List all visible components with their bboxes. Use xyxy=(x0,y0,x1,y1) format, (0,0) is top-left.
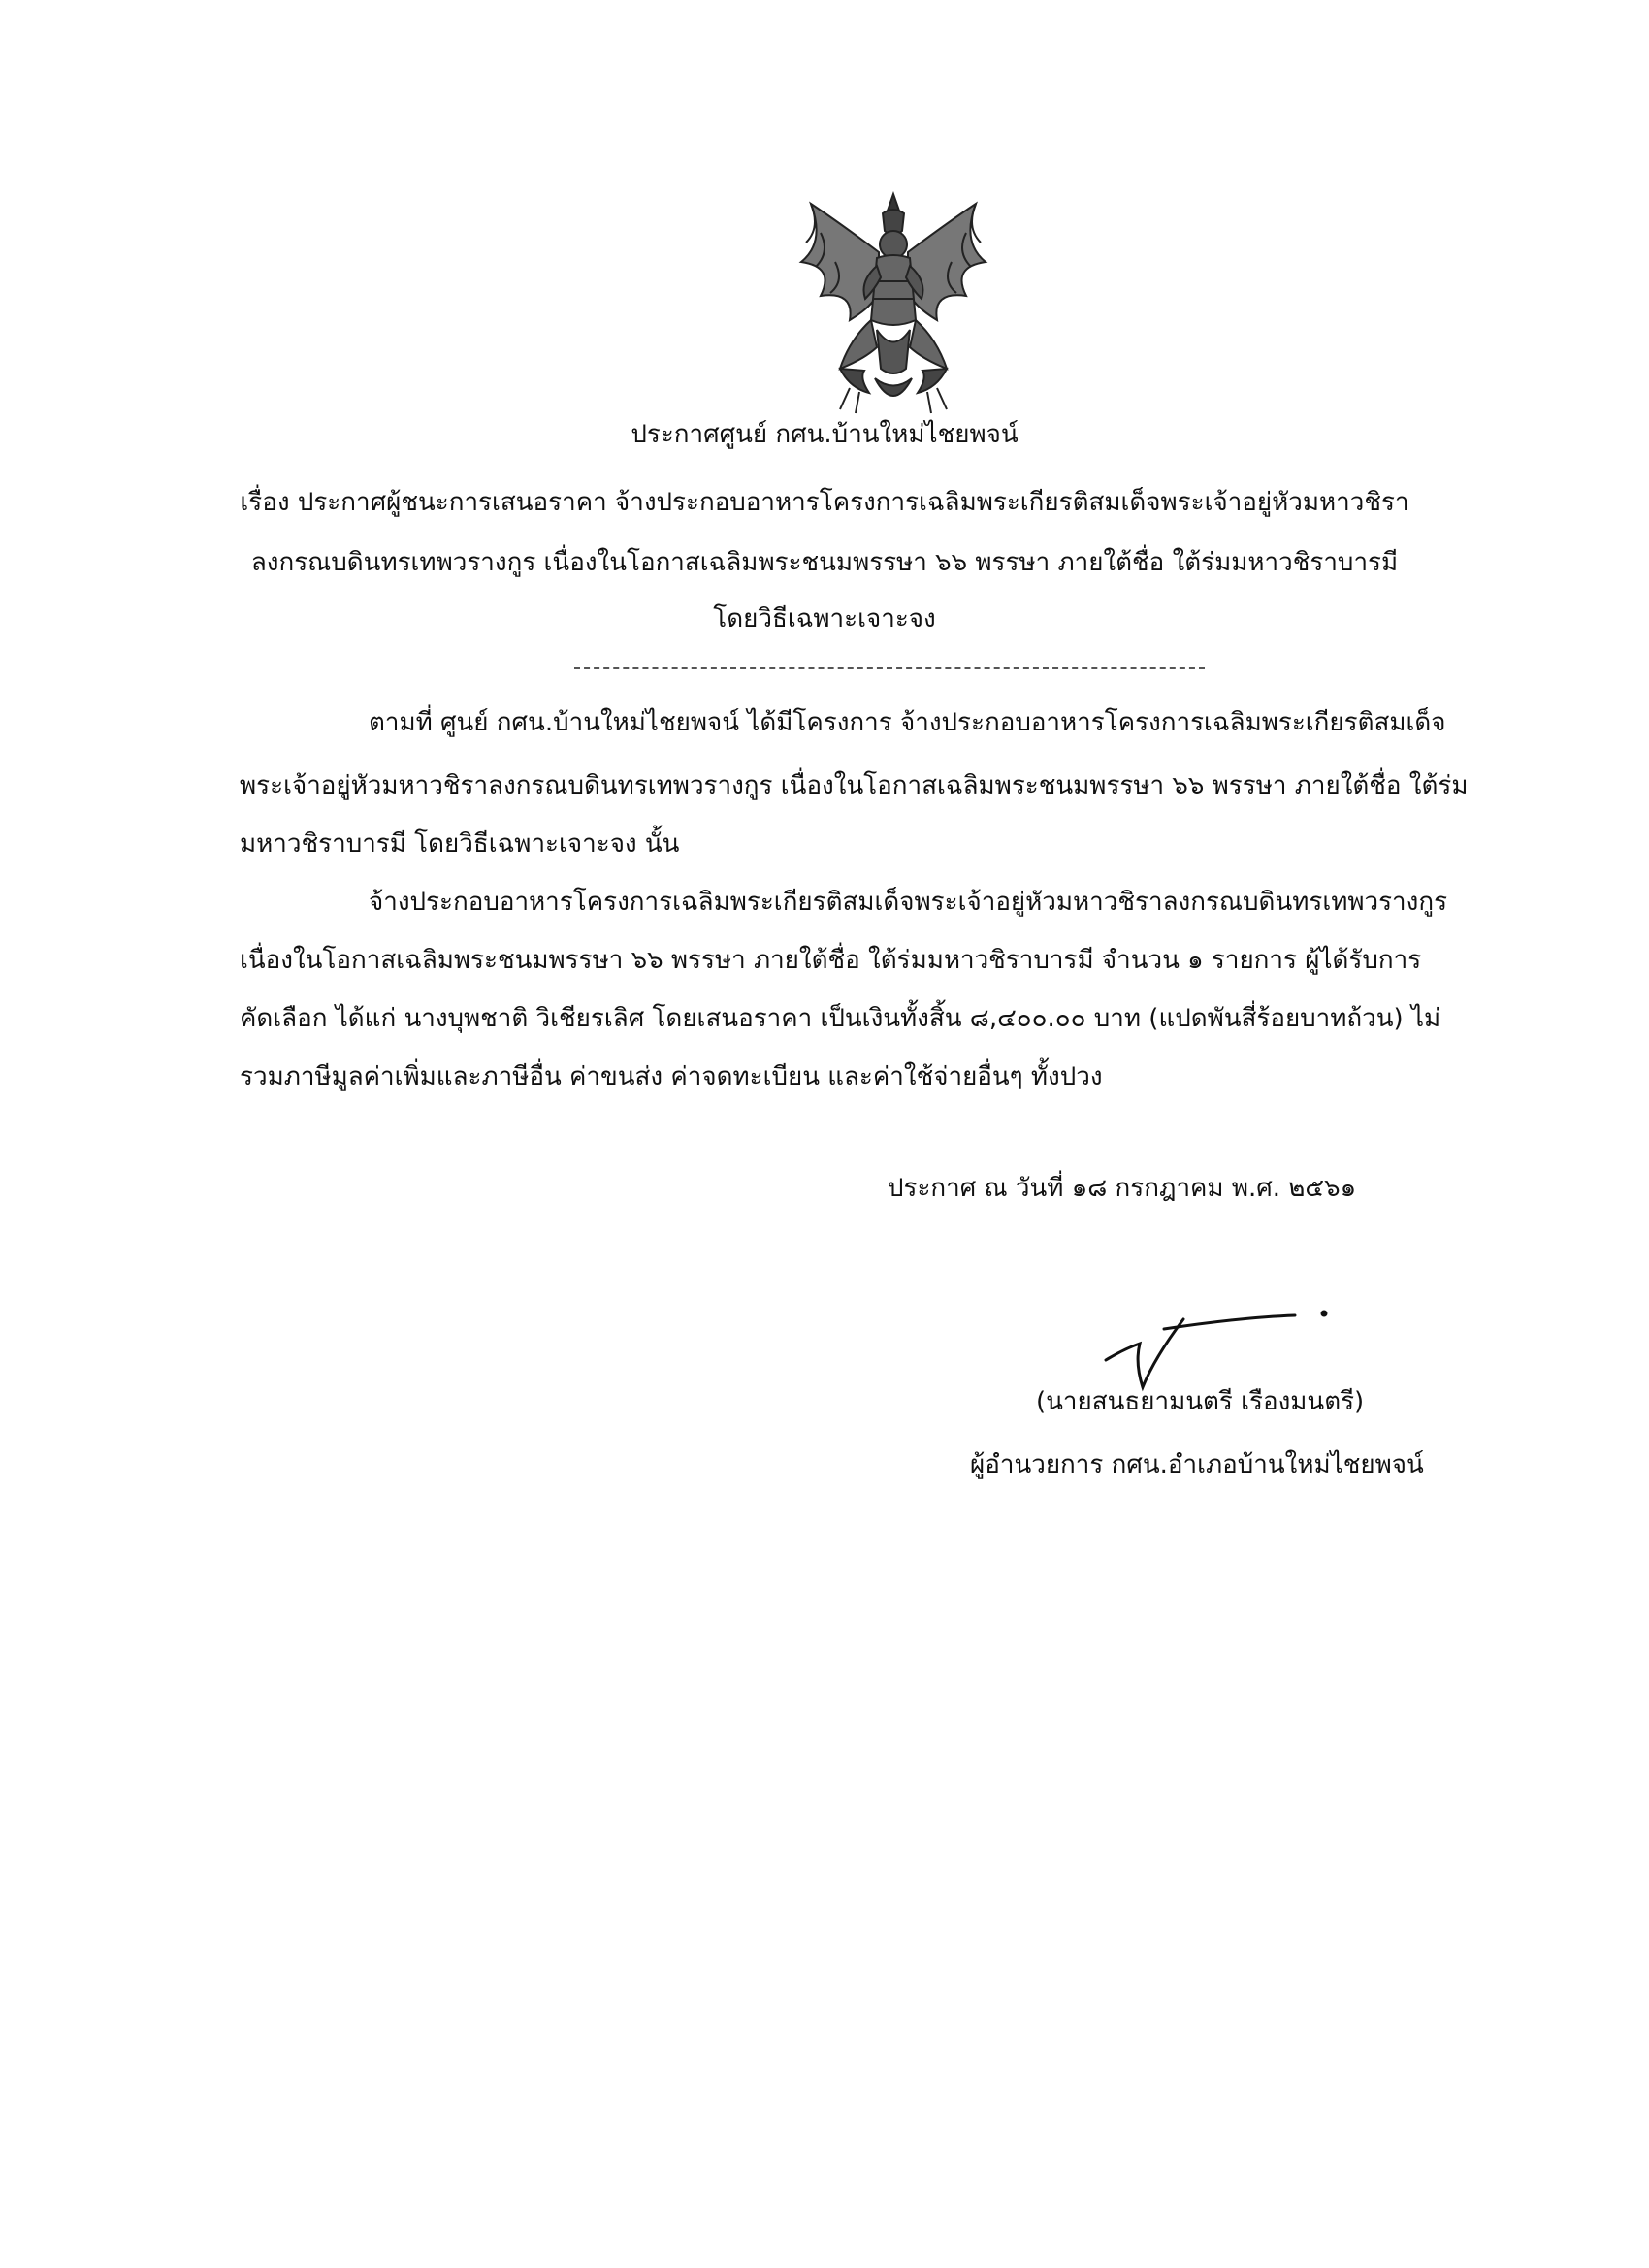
paragraph1-line-2: พระเจ้าอยู่หัวมหาวชิราลงกรณบดินทรเทพวรางกูร เนื่องในโอกาสเฉลิมพระชนมพรรษา ๖๖ พรรษา ภายใต้ชื่อ ใต้ร่ม xyxy=(240,771,1469,800)
announcement-date: ประกาศ ณ วันที่ ๑๘ กรกฎาคม พ.ศ. ๒๕๖๑ xyxy=(888,1174,1357,1203)
subject-line-1: เรื่อง ประกาศผู้ชนะการเสนอราคา จ้างประกอบอาหารโครงการเฉลิมพระเกียรติสมเด็จพระเจ้าอยู่หัวมหาวชิรา xyxy=(240,488,1409,517)
signature-icon xyxy=(1096,1290,1348,1397)
garuda-emblem-icon xyxy=(782,184,1005,417)
paragraph1-line-1: ตามที่ ศูนย์ กศน.บ้านใหม่ไชยพจน์ ได้มีโครงการ จ้างประกอบอาหารโครงการเฉลิมพระเกียรติสมเด็จ xyxy=(369,708,1446,737)
subject-line-2: ลงกรณบดินทรเทพวรางกูร เนื่องในโอกาสเฉลิมพระชนมพรรษา ๖๖ พรรษา ภายใต้ชื่อ ใต้ร่มมหาวชิราบารมี xyxy=(250,548,1399,577)
paragraph2-line-1: จ้างประกอบอาหารโครงการเฉลิมพระเกียรติสมเด็จพระเจ้าอยู่หัวมหาวชิราลงกรณบดินทรเทพวรางกูร xyxy=(369,888,1448,917)
paragraph2-line-2: เนื่องในโอกาสเฉลิมพระชนมพรรษา ๖๖ พรรษา ภายใต้ชื่อ ใต้ร่มมหาวชิราบารมี จำนวน ๑ รายการ ผู้ได้รับการ xyxy=(240,946,1422,975)
signatory-position: ผู้อำนวยการ กศน.อำเภอบ้านใหม่ไชยพจน์ xyxy=(970,1450,1424,1479)
dashed-separator xyxy=(574,667,1205,669)
paragraph2-line-4: รวมภาษีมูลค่าเพิ่มและภาษีอื่น ค่าขนส่ง ค่าจดทะเบียน และค่าใช้จ่ายอื่นๆ ทั้งปวง xyxy=(240,1062,1103,1091)
subject-line-3: โดยวิธีเฉพาะเจาะจง xyxy=(713,604,936,633)
announcement-title: ประกาศศูนย์ กศน.บ้านใหม่ไชยพจน์ xyxy=(630,420,1018,449)
paragraph1-line-3: มหาวชิราบารมี โดยวิธีเฉพาะเจาะจง นั้น xyxy=(240,829,680,859)
paragraph2-line-3: คัดเลือก ได้แก่ นางบุพชาติ วิเชียรเลิศ โดยเสนอราคา เป็นเงินทั้งสิ้น ๘,๔๐๐.๐๐ บาท (แปดพันสี่ร้อยบาทถ้วน) ไม่ xyxy=(240,1004,1441,1033)
signatory-name: (นายสนธยามนตรี เรืองมนตรี) xyxy=(1036,1387,1365,1416)
